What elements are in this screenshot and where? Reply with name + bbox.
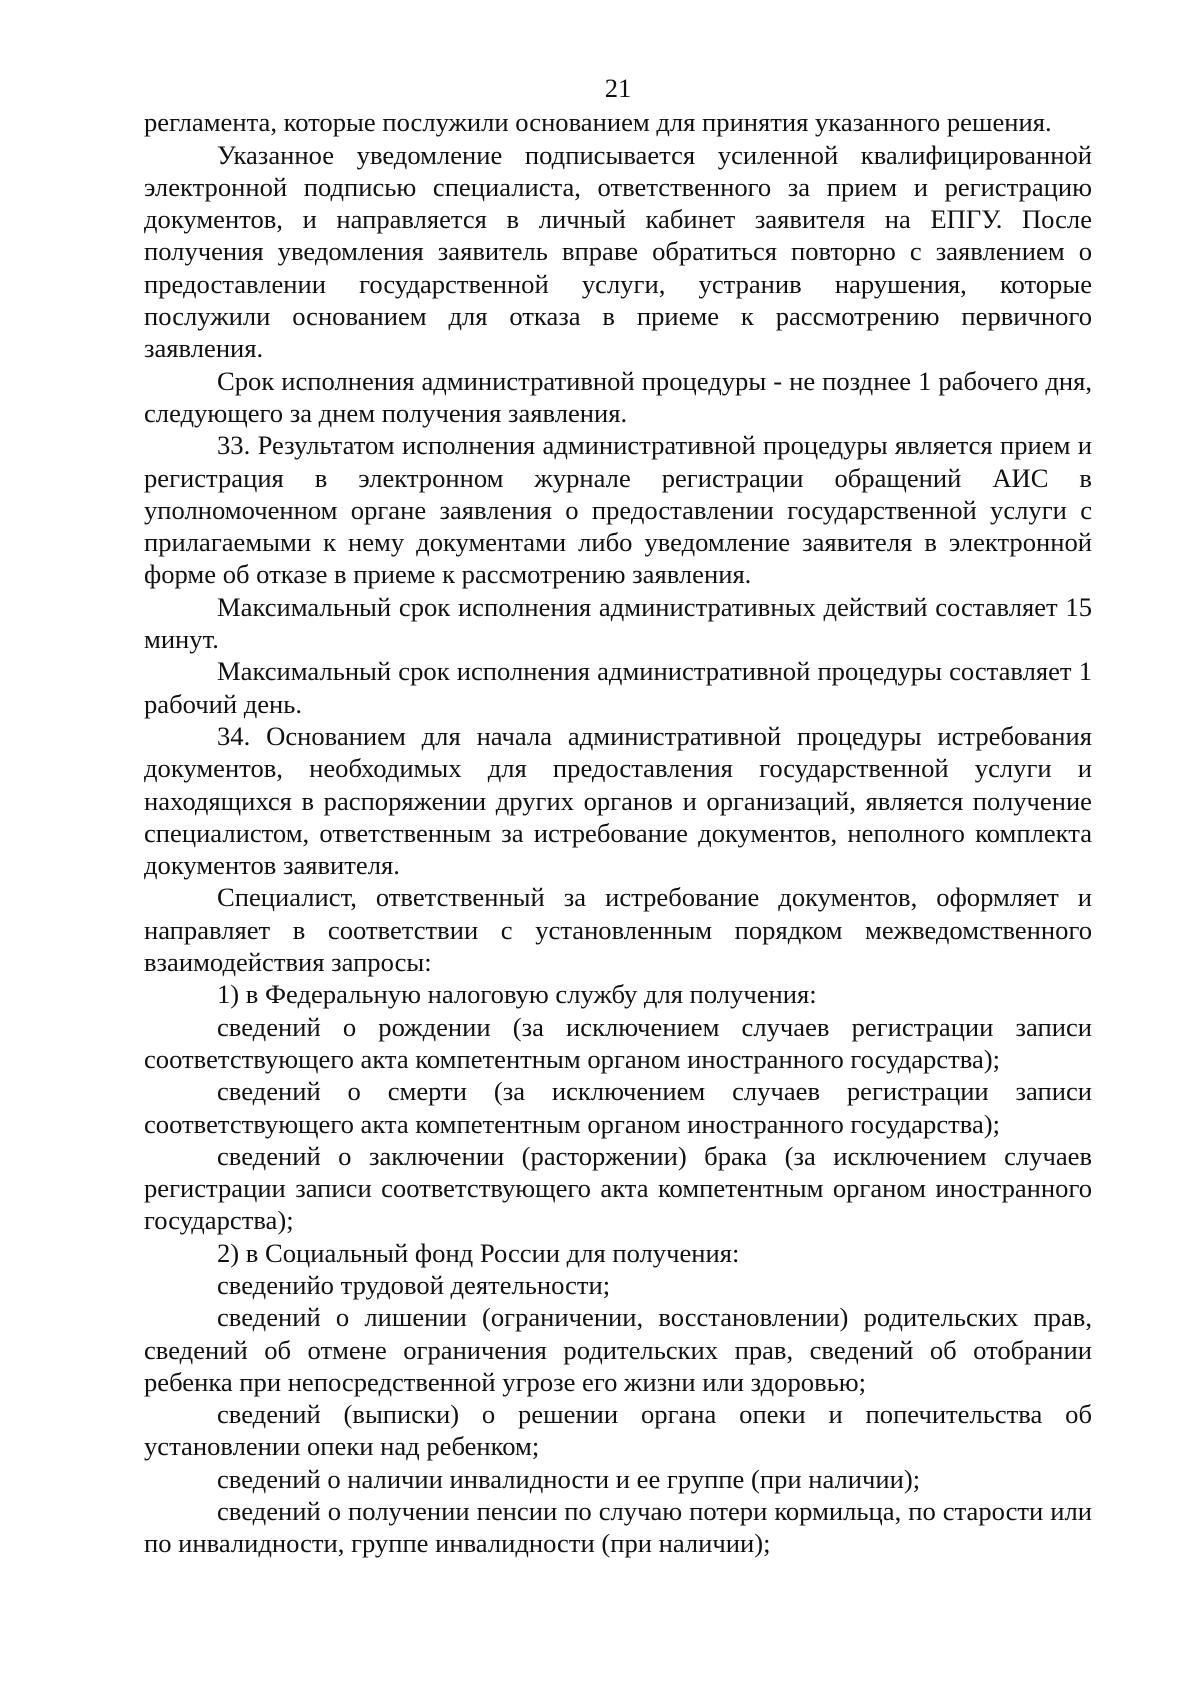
paragraph-notice-signature: Указанное уведомление подписывается усиленной квалифицированной электронной подписью специалиста, ответственного за прием и регистрацию документов, и направляется в личный кабинет заявителя на ЕПГУ. После получения уведомления заявитель вправе обратиться повторно с заявлением о предоставлении государственной услуги, устранив нарушения, которые послужили основанием для отказа в приеме к рассмотрению первичного заявления. [144, 139, 1092, 364]
paragraph-max-procedure-time: Максимальный срок исполнения административной процедуры составляет 1 рабочий день. [144, 656, 1092, 719]
list-item-tax-service: 1) в Федеральную налоговую службу для получения: [217, 979, 817, 1010]
list-item-birth-info: сведений о рождении (за исключением случаев регистрации записи соответствующего акта компетентным органом иностранного государства); [144, 1011, 1092, 1074]
list-item-marriage-info: сведений о заключении (расторжении) брака (за исключением случаев регистрации записи соответствующего акта компетентным органом иностранного государства); [144, 1140, 1092, 1236]
list-item-labor-info: сведенийо трудовой деятельности; [217, 1269, 611, 1300]
list-item-pension-info: сведений о получении пенсии по случаю потери кормильца, по старости или по инвалидности, группе инвалидности (при наличии); [144, 1496, 1092, 1559]
page-number: 21 [604, 73, 632, 103]
list-item-disability-info: сведений о наличии инвалидности и ее группе (при наличии); [217, 1463, 921, 1494]
list-item-death-info: сведений о смерти (за исключением случаев регистрации записи соответствующего акта компетентным органом иностранного государства); [144, 1076, 1092, 1139]
paragraph-item-33: 33. Результатом исполнения административной процедуры является прием и регистрация в электронном журнале регистрации обращений АИС в уполномоченном органе заявления о предоставлении государственной услуги с прилагаемыми к нему документами либо уведомление заявителя в электронной форме об отказе в приеме к рассмотрению заявления. [144, 430, 1092, 590]
document-page [144, 72, 1092, 1560]
paragraph-procedure-deadline: Срок исполнения административной процедуры - не позднее 1 рабочего дня, следующего за днем получения заявления. [144, 365, 1092, 428]
paragraph-continuation: регламента, которые послужили основанием для принятия указанного решения. [144, 107, 1052, 138]
paragraph-requests-intro: Специалист, ответственный за истребование документов, оформляет и направляет в соответствии с установленным порядком межведомственного взаимодействия запросы: [144, 882, 1092, 978]
list-item-social-fund: 2) в Социальный фонд России для получения: [217, 1237, 740, 1268]
list-item-guardianship-info: сведений (выписки) о решении органа опеки и попечительства об установлении опеки над ребенком; [144, 1399, 1092, 1462]
paragraph-max-actions-time: Максимальный срок исполнения административных действий составляет 15 минут. [144, 591, 1092, 655]
list-item-parental-rights-info: сведений о лишении (ограничении, восстановлении) родительских прав, сведений об отмене ограничения родительских прав, сведений об отобрании ребенка при непосредственной угрозе его жизни или здоровью; [144, 1302, 1092, 1397]
paragraph-item-34: 34. Основанием для начала административной процедуры истребования документов, необходимых для предоставления государственной услуги и находящихся в распоряжении других органов и организаций, является получение специалистом, ответственным за истребование документов, неполного комплекта документов заявителя. [144, 720, 1092, 881]
